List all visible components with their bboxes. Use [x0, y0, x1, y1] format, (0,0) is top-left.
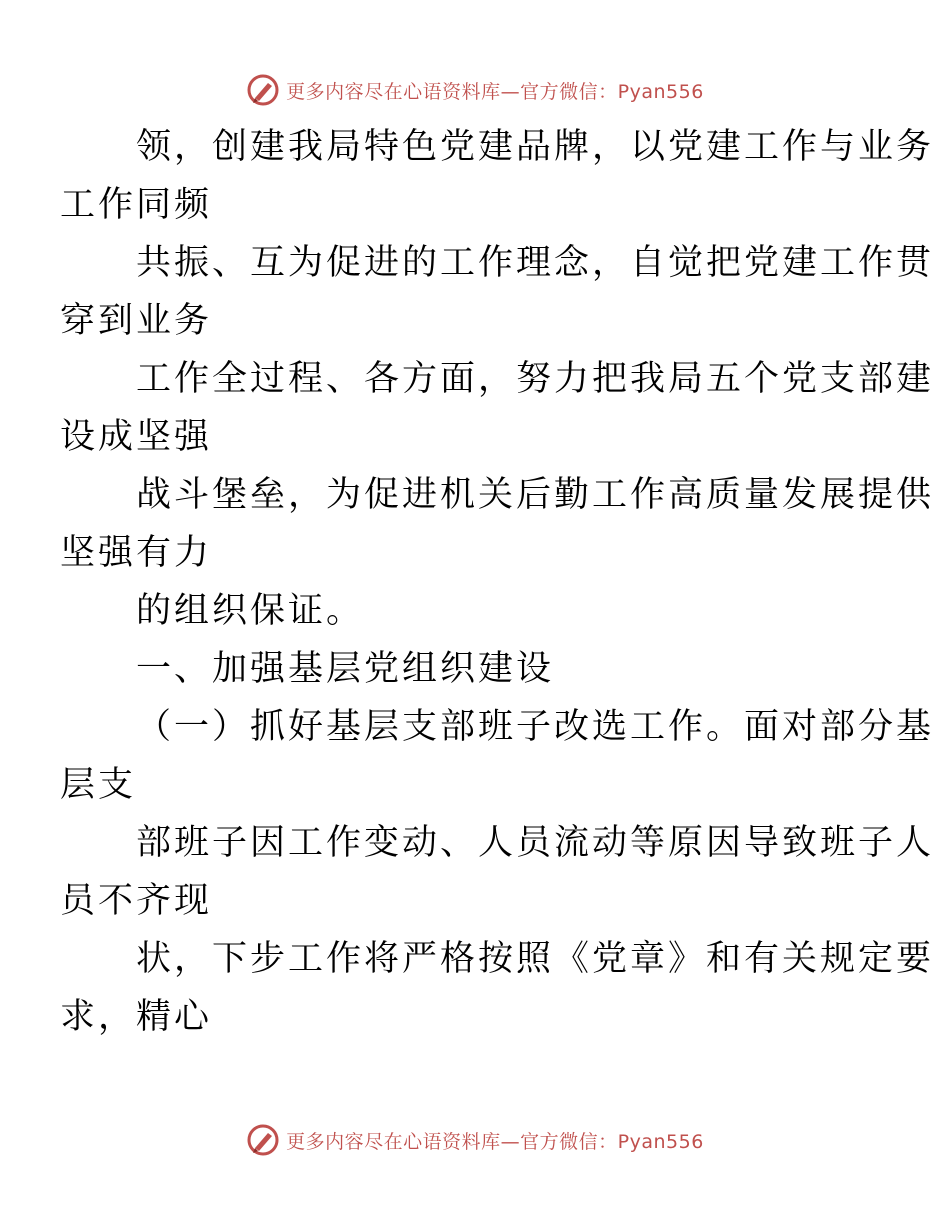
text-line: 共振、互为促进的工作理念，自觉把党建工作贯 — [136, 243, 935, 283]
paragraph — [60, 466, 935, 582]
text-line: 层支 — [60, 765, 137, 805]
text-line: 穿到业务 — [60, 301, 213, 341]
text-line: 部班子因工作变动、人员流动等原因导致班子人 — [136, 823, 935, 863]
text-line: 工作全过程、各方面，努力把我局五个党支部建 — [136, 359, 935, 399]
text-line: 求，精心 — [60, 997, 213, 1037]
text-line: 员不齐现 — [60, 881, 213, 921]
pen-logo-icon — [246, 73, 280, 107]
paragraph — [60, 930, 935, 1046]
text-line: 状，下步工作将严格按照《党章》和有关规定要 — [136, 939, 935, 979]
pen-logo-icon — [246, 1123, 280, 1157]
document-body — [60, 118, 935, 1046]
paragraph — [60, 350, 935, 466]
paragraph — [98, 640, 858, 698]
watermark-header — [0, 72, 950, 108]
text-line: 战斗堡垒，为促进机关后勤工作高质量发展提供 — [136, 475, 935, 515]
watermark-footer — [0, 1122, 950, 1158]
watermark-text: 更多内容尽在心语资料库—官方微信：Pyan556 — [286, 80, 704, 103]
watermark-text: 更多内容尽在心语资料库—官方微信：Pyan556 — [286, 1130, 704, 1153]
paragraph — [60, 118, 935, 234]
paragraph — [98, 582, 858, 640]
text-line: 设成坚强 — [60, 417, 213, 457]
text-line: 一、加强基层党组织建设 — [136, 649, 555, 689]
text-line: 领，创建我局特色党建品牌，以党建工作与业务 — [136, 127, 935, 167]
paragraph — [60, 814, 935, 930]
paragraph — [60, 234, 935, 350]
text-line: 坚强有力 — [60, 533, 213, 573]
text-line: （一）抓好基层支部班子改选工作。面对部分基 — [136, 707, 935, 747]
text-line: 工作同频 — [60, 185, 213, 225]
paragraph — [60, 698, 935, 814]
text-line: 的组织保证。 — [136, 591, 365, 631]
